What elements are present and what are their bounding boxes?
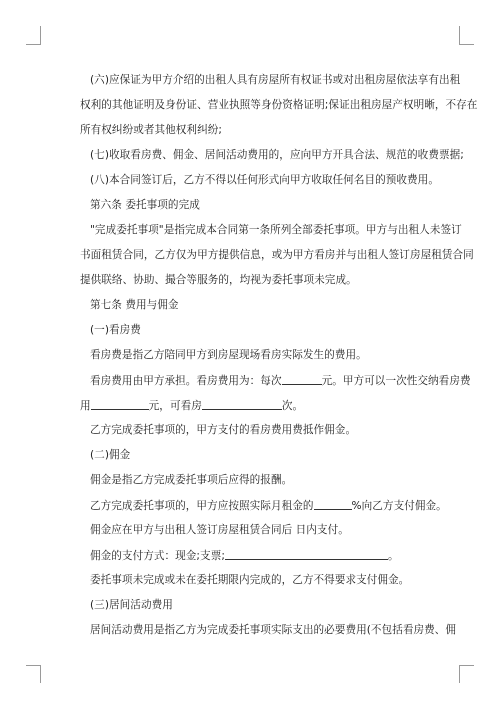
paragraph-line: 所有权纠纷或者其他权利纠纷; [80,124,222,136]
crop-mark-bottom-left [40,665,41,683]
section-heading: 第七条 费用与佣金 [90,299,179,311]
paragraph-text: 佣金的支付方式：现金;支票; [90,550,225,562]
paragraph-line: 书面租赁合同，乙方仅为甲方提供信息，或为甲方看房并与出租人签订房屋租赁合同 [80,249,474,261]
paragraph-text: 看房费用由甲方承担。看房费用为：每次 [90,375,282,387]
fill-blank [225,548,388,559]
fill-blank [202,398,282,409]
fill-blank [314,498,352,509]
subsection-heading: (三)居间活动费用 [90,599,173,611]
paragraph-line: "完成委托事项"是指完成本合同第一条所列全部委托事项。甲方与出租人未签订 [90,224,462,236]
crop-mark-top-right [459,26,460,44]
subsection-heading: (一)看房费 [90,324,141,336]
paragraph-line: 委托事项未完成或未在委托期限内完成的，乙方不得要求支付佣金。 [90,574,410,586]
paragraph-text: 乙方完成委托事项的，甲方应按照实际月租金的 [90,500,314,512]
crop-mark-bottom-right [459,665,460,683]
paragraph-text: 元，可看房 [148,400,202,412]
paragraph-line: 佣金应在甲方与出租人签订房屋租赁合同后 日内支付。 [90,524,349,536]
crop-mark-top-left [26,44,41,45]
paragraph-line: (六)应保证为甲方介绍的出租人具有房屋所有权证书或对出租房屋依法享有出租 [90,74,461,86]
subsection-heading: (二)佣金 [90,449,131,461]
paragraph-text: 次。 [281,400,304,412]
paragraph-line: 看房费是指乙方陪同甲方到房屋现场看房实际发生的费用。 [90,349,367,361]
paragraph-text: 。 [387,550,399,562]
paragraph-line: 佣金是指乙方完成委托事项后应得的报酬。 [90,474,293,486]
paragraph-line [80,398,303,413]
crop-mark-top-left [40,26,41,44]
fill-blank [91,398,149,409]
paragraph-line: 提供联络、协助、撮合等服务的，均视为委托事项未完成。 [80,274,357,286]
paragraph-text: 用 [80,400,91,412]
crop-mark-bottom-left [26,665,41,666]
paragraph-line [90,498,447,513]
paragraph-line [90,373,471,388]
crop-mark-bottom-right [459,665,474,666]
paragraph-line: (七)收取看房费、佣金、居间活动费用的，应向甲方开具合法、规范的收费票据; [90,149,464,161]
paragraph-text: %向乙方支付佣金。 [351,500,447,512]
paragraph-text: 元。甲方可以一次性交纳看房费 [321,375,471,387]
section-heading: 第六条 委托事项的完成 [90,199,200,211]
paragraph-line: 居间活动费用是指乙方为完成委托事项实际支出的必要费用(不包括看房费、佣 [90,624,457,636]
paragraph-line: (八)本合同签订后，乙方不得以任何形式向甲方收取任何名目的预收费用。 [90,174,439,186]
paragraph-line [90,548,399,563]
paragraph-line: 权利的其他证明及身份证、营业执照等身份资格证明;保证出租房屋产权明晰，不存在 [80,99,478,111]
crop-mark-top-right [459,44,474,45]
fill-blank [282,373,322,384]
paragraph-line: 乙方完成委托事项的，甲方支付的看房费用费抵作佣金。 [90,424,357,436]
